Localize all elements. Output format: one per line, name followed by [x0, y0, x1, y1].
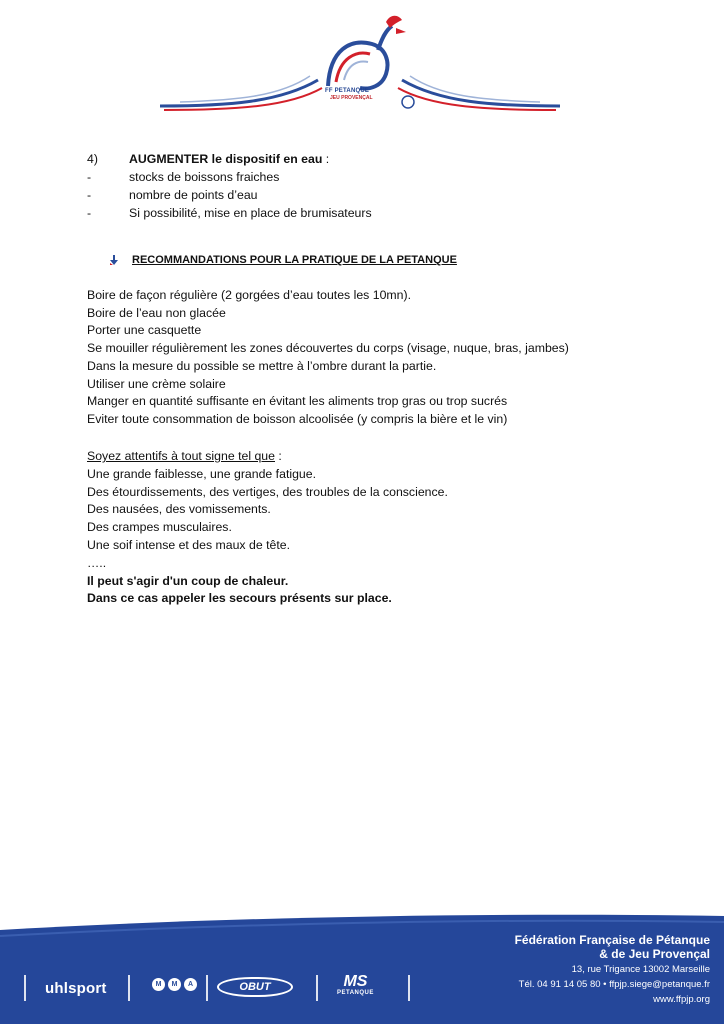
warning-sign-line: Des étourdissements, des vertiges, des troubles de la conscience. [87, 484, 448, 499]
federation-contact [515, 933, 710, 1006]
list-bullet: - [87, 206, 92, 220]
federation-phone-email: Tél. 04 91 14 05 80 • ffpjp.siege@petanque.fr [518, 979, 710, 990]
recommendation-line: Manger en quantité suffisante en évitant les aliments trop gras ou trop sucrés [87, 394, 508, 409]
recommendation-line: Boire de l’eau non glacée [87, 305, 226, 320]
warning-sign-line: Une grande faiblesse, une grande fatigue. [87, 466, 317, 481]
federation-name-line2: & de Jeu Provençal [599, 947, 710, 961]
sponsor-divider [128, 975, 130, 1001]
section-title-colon: : [322, 152, 330, 166]
recommendation-line: Se mouiller régulièrement les zones découvertes du corps (visage, nuque, bras, jambes) [87, 341, 569, 356]
list-item-text: Si possibilité, mise en place de brumisateurs [129, 206, 372, 220]
warning-sign-line: Une soif intense et des maux de tête. [87, 537, 291, 552]
list-bullet: - [87, 170, 92, 184]
warning-sign-line: Des crampes musculaires. [87, 520, 232, 535]
list-bullet: - [87, 188, 92, 202]
ellipsis-line: ….. [87, 555, 107, 570]
uhlsport-logo: uhlsport [45, 980, 107, 997]
federation-address: 13, rue Trigance 13002 Marseille [571, 964, 710, 975]
sponsor-divider [408, 975, 410, 1001]
logo-text-jeu-provencal: JEU PROVENÇAL [330, 95, 373, 101]
recommendations-list [87, 287, 647, 429]
list-item [87, 186, 647, 204]
list-item [87, 204, 647, 222]
section-water-supply [87, 150, 647, 222]
rooster-logo-icon [150, 10, 570, 120]
federation-name-line1: Fédération Française de Pétanque [514, 933, 710, 947]
ms-petanque-logo [337, 974, 374, 996]
mma-letter: A [184, 978, 197, 991]
list-item-text: stocks de boissons fraiches [129, 170, 280, 184]
recommendations-title: RECOMMANDATIONS POUR LA PRATIQUE DE LA PETANQUE [132, 254, 457, 266]
sponsor-divider [24, 975, 26, 1001]
warning-intro [87, 448, 647, 466]
list-item [87, 168, 647, 186]
recommendation-line: Eviter toute consommation de boisson alcoolisée (y compris la bière et le vin) [87, 411, 508, 426]
recommendation-line: Utiliser une crème solaire [87, 376, 226, 391]
recommendation-line: Boire de façon régulière (2 gorgées d’eau toutes les 10mn). [87, 288, 412, 302]
recommendations-heading [108, 254, 457, 266]
logo-text-ffpetanque: FF PETANQUE [325, 88, 370, 94]
sponsor-divider [316, 975, 318, 1001]
call-emergency-warning: Dans ce cas appeler les secours présents sur place. [87, 591, 392, 606]
recommendation-line: Dans la mesure du possible se mettre à l’ombre durant la partie. [87, 358, 437, 373]
federation-website: www.ffpjp.org [653, 994, 710, 1005]
section-heading [87, 150, 647, 168]
obut-logo: OBUT [217, 977, 293, 997]
recommendation-line: Porter une casquette [87, 323, 202, 338]
ms-logo-subtext: PETANQUE [337, 990, 374, 996]
warning-signs [87, 448, 647, 608]
section-number: 4) [87, 152, 98, 166]
section-title: AUGMENTER le dispositif en eau [129, 152, 323, 166]
list-item-text: nombre de points d’eau [129, 188, 258, 202]
mma-letter: M [168, 978, 181, 991]
warning-intro-underlined: Soyez attentifs à tout signe tel que [87, 449, 275, 463]
mma-letter: M [152, 978, 165, 991]
mma-logo [152, 978, 197, 991]
heatstroke-warning: Il peut s'agir d'un coup de chaleur. [87, 573, 289, 588]
arrow-down-bullet-icon [108, 254, 120, 266]
sponsor-divider [206, 975, 208, 1001]
warning-sign-line: Des nausées, des vomissements. [87, 502, 271, 517]
warning-intro-colon: : [275, 449, 282, 463]
ms-logo-text: MS [343, 973, 368, 990]
